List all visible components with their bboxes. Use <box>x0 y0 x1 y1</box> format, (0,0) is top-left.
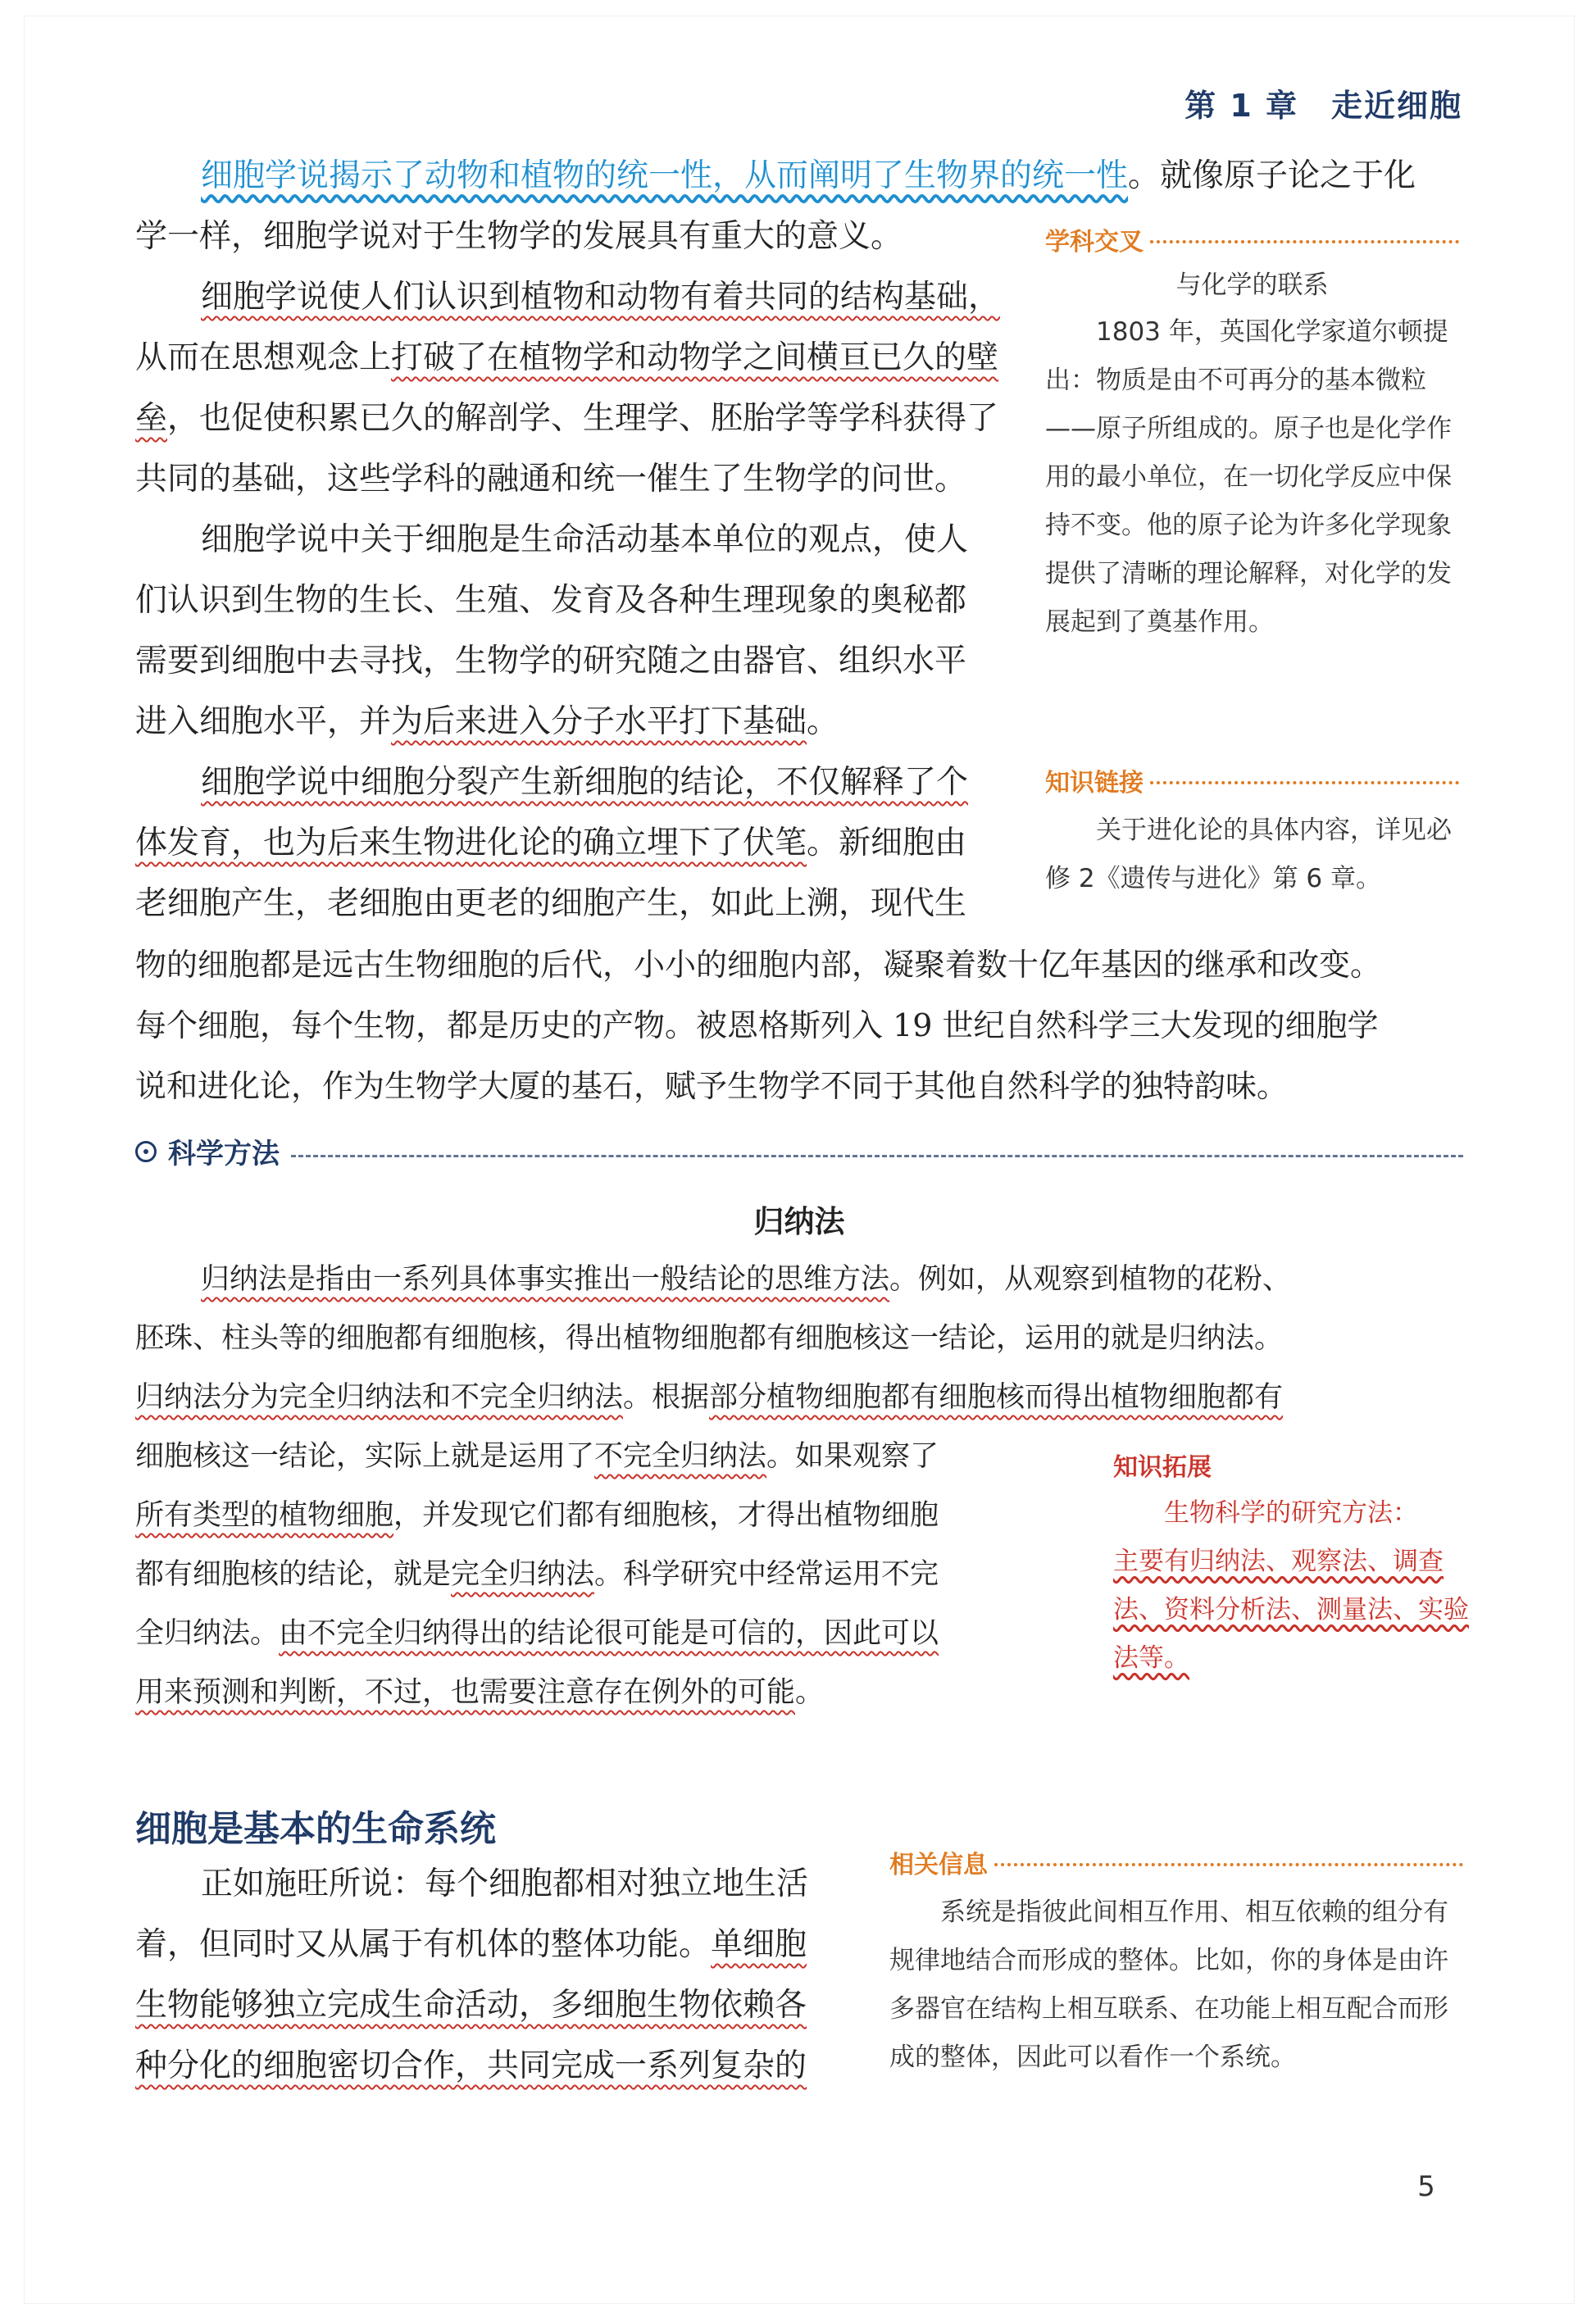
paragraph-4-line-2: 体发育，也为后来生物进化论的确立埋下了伏笔。新细胞由 <box>135 825 967 861</box>
method-line-4: 细胞核这一结论，实际上就是运用了不完全归纳法。如果观察了 <box>135 1440 939 1473</box>
chapter-header: 第 1 章 走近细胞 <box>1184 88 1462 124</box>
sidebar-title: 知识拓展 <box>1113 1453 1212 1482</box>
method-line-2: 胚珠、柱头等的细胞都有细胞核，得出植物细胞都有细胞核这一结论，运用的就是归纳法。 <box>135 1322 1284 1355</box>
paragraph-2-line-3: 垒，也促使积累已久的解剖学、生理学、胚胎学等学科获得了 <box>135 400 999 437</box>
method-line-6: 都有细胞核的结论，就是完全归纳法。科学研究中经常运用不完 <box>135 1558 939 1591</box>
paragraph-3-line-4: 进入细胞水平，并为后来进入分子水平打下基础。 <box>135 703 839 740</box>
method-text-left <box>135 1427 1078 1722</box>
sidebar-title: 相关信息 <box>889 1844 1463 1880</box>
main-text-top <box>135 146 1463 207</box>
method-line-3: 归纳法分为完全归纳法和不完全归纳法。根据部分植物细胞都有细胞核而得出植物细胞都有 <box>135 1381 1284 1414</box>
sidebar-body: 关于进化论的具体内容，详见必修 2《遗传与进化》第 6 章。 <box>1045 816 1452 893</box>
method-line-7: 全归纳法。由不完全归纳得出的结论很可能是可信的，因此可以 <box>135 1617 939 1650</box>
method-heading: 归纳法 <box>753 1204 845 1239</box>
paragraph-1-line-2: 学一样，细胞学说对于生物学的发展具有重大的意义。 <box>135 218 903 255</box>
sidebar-related-info <box>889 1844 1463 2082</box>
paragraph-4-line-5: 每个细胞，每个生物，都是历史的产物。被恩格斯列入 19 世纪自然科学三大发现的细胞学 <box>135 1007 1379 1043</box>
paragraph-2-line-4: 共同的基础，这些学科的融通和统一催生了生物学的问世。 <box>135 461 967 498</box>
section2-text <box>135 1854 840 2097</box>
method-text-full <box>135 1250 1463 1427</box>
sidebar-knowledge-link <box>1045 762 1459 903</box>
section2-line-3: 生物能够独立完成生命活动，多细胞生物依赖各 <box>135 1987 807 2024</box>
sidebar-subtitle: 与化学的联系 <box>1175 270 1329 300</box>
paragraph-4-line-6: 说和进化论，作为生物学大厦的基石，赋予生物学不同于其他自然科学的独特韵味。 <box>135 1068 1289 1104</box>
paragraph-2-line-2: 从而在思想观念上打破了在植物学和动物学之间横亘已久的壁 <box>135 339 999 376</box>
sidebar-line-1: 生物科学的研究方法： <box>1164 1498 1418 1528</box>
section2-line-4: 种分化的细胞密切合作，共同完成一系列复杂的 <box>135 2047 807 2084</box>
target-icon <box>135 1141 157 1162</box>
sidebar-title: 知识链接 <box>1045 762 1459 798</box>
paragraph-4-line-1: 细胞学说中细胞分裂产生新细胞的结论，不仅解释了个 <box>201 764 969 801</box>
main-text-full <box>135 934 1480 1116</box>
section-heading: 细胞是基本的生命系统 <box>135 1808 496 1850</box>
page-number: 5 <box>1417 2170 1435 2203</box>
paragraph-3-line-2: 们认识到生物的生长、生殖、发育及各种生理现象的奥秘都 <box>135 582 967 619</box>
paragraph-3-line-3: 需要到细胞中去寻找，生物学的研究随之由器官、组织水平 <box>135 643 967 679</box>
sidebar-body: 1803 年，英国化学家道尔顿提出：物质是由不可再分的基本微粒——原子所组成的。原子也是化学作用的最小单位，在一切化学反应中保持不变。他的原子论为许多化学现象提供了清晰的理论解释，对化学的发展起到了奠基作用。 <box>1045 317 1452 637</box>
paragraph-3-line-1: 细胞学说中关于细胞是生命活动基本单位的观点，使人 <box>201 521 969 558</box>
paragraph-2-line-1: 细胞学说使人们认识到植物和动物有着共同的结构基础， <box>201 279 1001 316</box>
sidebar-title: 学科交叉 <box>1045 221 1459 257</box>
method-line-8: 用来预测和判断，不过，也需要注意存在例外的可能。 <box>135 1676 825 1709</box>
sidebar-interdisciplinary <box>1045 221 1459 647</box>
paragraph-4-line-3: 老细胞产生，老细胞由更老的细胞产生，如此上溯，现代生 <box>135 885 967 922</box>
section2-line-2: 着，但同时又从属于有机体的整体功能。单细胞 <box>135 1926 807 1963</box>
main-text-left <box>135 207 1004 934</box>
paragraph-4-line-4: 物的细胞都是远古生物细胞的后代，小小的细胞内部，凝聚着数十亿年基因的继承和改变。 <box>135 947 1382 983</box>
sidebar-knowledge-expansion <box>1113 1447 1474 1683</box>
method-line-1: 归纳法是指由一系列具体事实推出一般结论的思维方法。例如，从观察到植物的花粉、 <box>201 1263 1292 1296</box>
paragraph-1-line-1: 细胞学说揭示了动物和植物的统一性，从而阐明了生物界的统一性。就像原子论之于化 <box>201 157 1416 194</box>
section-science-method: 科学方法 <box>135 1131 1463 1171</box>
method-line-5: 所有类型的植物细胞，并发现它们都有细胞核，才得出植物细胞 <box>135 1499 939 1532</box>
section2-line-1: 正如施旺所说：每个细胞都相对独立地生活 <box>201 1865 809 1902</box>
sidebar-body: 系统是指彼此间相互作用、相互依赖的组分有规律地结合而形成的整体。比如，你的身体是由许多器官在结构上相互联系、在功能上相互配合而形成的整体，因此可以看作一个系统。 <box>889 1897 1448 2072</box>
sidebar-line-2: 主要有归纳法、观察法、调查法、资料分析法、测量法、实验法等。 <box>1113 1547 1469 1673</box>
